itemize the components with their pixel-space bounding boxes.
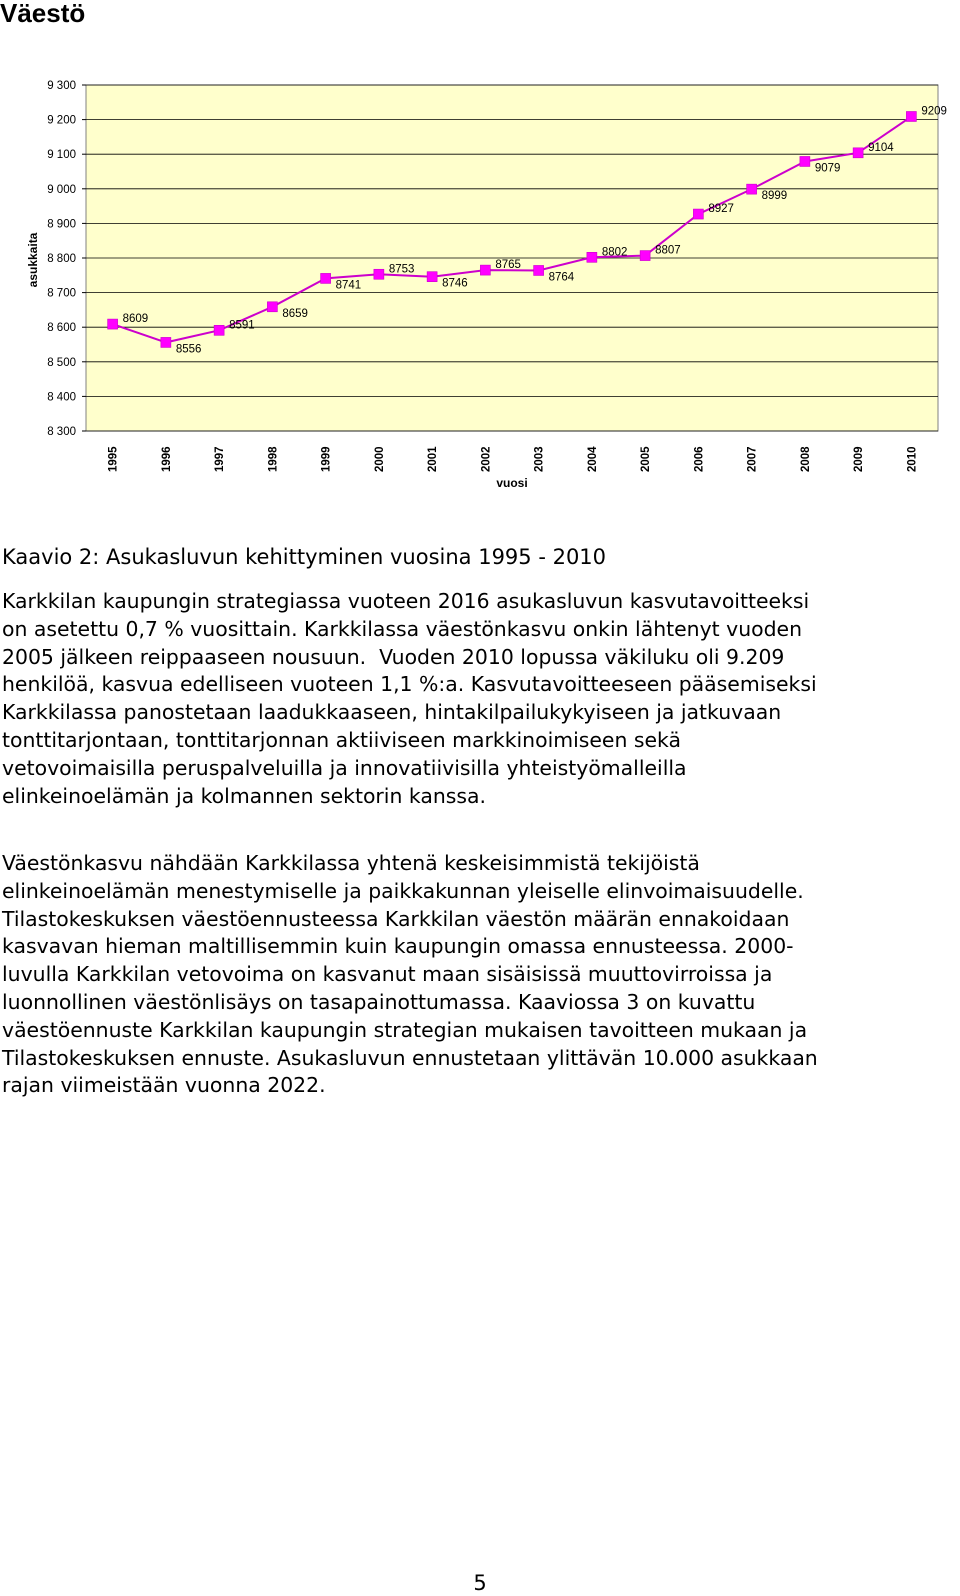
paragraph-line: elinkeinoelämän ja kolmannen sektorin kanssa.	[2, 783, 486, 808]
data-label: 8765	[495, 259, 521, 272]
y-tick-label: 9 200	[47, 114, 76, 127]
x-tick-label: 2005	[640, 446, 653, 472]
paragraph-line: Tilastokeskuksen ennuste. Asukasluvun ennustetaan ylittävän 10.000 asukkaan	[2, 1045, 818, 1070]
x-tick-label: 2002	[480, 446, 493, 472]
x-tick-label: 2003	[533, 446, 546, 472]
x-tick-label: 2001	[427, 446, 440, 472]
data-label: 8609	[122, 313, 149, 326]
x-tick-label: 1999	[320, 446, 333, 472]
section-heading: Väestö	[0, 0, 86, 28]
data-point-marker	[480, 265, 490, 275]
data-point-marker	[534, 265, 544, 275]
y-tick-label: 8 300	[47, 426, 76, 438]
paragraph-line: Karkkilan kaupungin strategiassa vuoteen 2016 asukasluvun kasvutavoitteeksi	[2, 589, 810, 613]
data-label: 8764	[548, 271, 575, 284]
paragraph-line: väestöennuste Karkkilan kaupungin strategian mukaisen tavoitteen mukaan ja	[2, 1017, 808, 1042]
data-label: 8741	[335, 279, 362, 292]
data-point-marker	[427, 272, 437, 282]
paragraph-line: Tilastokeskuksen väestöennusteessa Karkkilan väestön määrän ennakoidaan	[2, 906, 790, 931]
x-tick-label: 2000	[373, 446, 386, 472]
x-tick-label: 1998	[267, 446, 280, 472]
population-line-chart	[0, 70, 960, 510]
data-label: 8999	[761, 190, 788, 203]
x-tick-label: 2009	[853, 446, 866, 472]
y-tick-label: 8 600	[47, 322, 76, 335]
paragraph-line: tonttitarjontaan, tonttitarjonnan aktiiviseen markkinoimiseen sekä	[2, 727, 681, 752]
data-label: 8802	[601, 246, 628, 259]
body-paragraph-2	[2, 850, 942, 1100]
data-label: 8556	[175, 343, 202, 356]
paragraph-line: henkilöä, kasvua edelliseen vuoteen 1,1 %:a. Kasvutavoitteeseen pääsemiseksi	[2, 672, 817, 697]
x-tick-label: 1995	[107, 446, 120, 472]
paragraph-line: on asetettu 0,7 % vuosittain. Karkkilassa väestönkasvu onkin lähtenyt vuoden	[2, 616, 803, 641]
y-tick-label: 8 400	[47, 391, 76, 404]
y-tick-label: 9 300	[47, 80, 76, 92]
y-axis-label: asukkaita	[26, 232, 40, 288]
data-point-marker	[853, 148, 863, 158]
data-point-marker	[747, 184, 757, 194]
paragraph-line: kasvavan hieman maltillisemmin kuin kaupungin omassa ennusteessa. 2000-	[2, 934, 794, 959]
y-axis-ticks	[47, 80, 86, 438]
data-point-marker	[587, 252, 597, 262]
data-label: 8807	[655, 244, 681, 257]
x-tick-label: 2008	[799, 446, 812, 472]
x-tick-label: 1996	[160, 446, 173, 472]
data-point-marker	[906, 111, 916, 121]
chart-caption: Kaavio 2: Asukasluvun kehittyminen vuosina 1995 - 2010	[2, 545, 607, 569]
data-label: 8927	[708, 203, 734, 216]
y-tick-label: 8 900	[47, 218, 76, 231]
y-tick-label: 9 100	[47, 149, 76, 162]
data-point-marker	[374, 269, 384, 279]
x-tick-label: 1997	[214, 446, 227, 472]
data-point-marker	[693, 209, 703, 219]
x-axis-ticks	[108, 446, 919, 472]
data-label: 8753	[388, 263, 415, 276]
data-point-marker	[214, 325, 224, 335]
data-point-marker	[161, 337, 171, 347]
paragraph-line: elinkeinoelämän menestymiselle ja paikkakunnan yleiselle elinvoimaisuudelle.	[2, 878, 804, 903]
paragraph-line: Väestönkasvu nähdään Karkkilassa yhtenä keskeisimmistä tekijöistä	[2, 851, 700, 875]
y-tick-label: 9 000	[47, 183, 76, 196]
paragraph-line: 2005 jälkeen reippaaseen nousuun. Vuoden 2010 lopussa väkiluku oli 9.209	[2, 644, 785, 669]
data-label: 8659	[282, 307, 308, 320]
x-tick-label: 2010	[906, 446, 919, 472]
x-tick-label: 2004	[586, 446, 599, 472]
data-label: 9209	[921, 105, 947, 118]
chart-plot-area	[86, 85, 938, 431]
data-point-marker	[108, 319, 118, 329]
body-paragraph-1	[2, 588, 942, 810]
paragraph-line: vetovoimaisilla peruspalveluilla ja innovatiivisilla yhteistyömalleilla	[2, 755, 687, 780]
data-label: 8591	[229, 319, 255, 332]
y-tick-label: 8 800	[47, 253, 76, 265]
paragraph-line: rajan viimeistään vuonna 2022.	[2, 1073, 326, 1098]
data-point-marker	[267, 302, 277, 312]
y-tick-label: 8 500	[47, 356, 76, 369]
x-tick-label: 2006	[693, 446, 706, 472]
paragraph-line: luonnollinen väestönlisäys on tasapainottumassa. Kaaviossa 3 on kuvattu	[2, 989, 756, 1014]
data-label: 9079	[814, 162, 841, 175]
y-tick-label: 8 700	[47, 287, 76, 300]
data-point-marker	[640, 251, 650, 261]
x-axis-label: vuosi	[496, 476, 528, 490]
paragraph-line: Karkkilassa panostetaan laadukkaaseen, hintakilpailukykyiseen ja jatkuvaan	[2, 700, 782, 725]
data-label: 9104	[868, 141, 894, 154]
data-point-marker	[321, 273, 331, 283]
x-tick-label: 2007	[746, 446, 759, 472]
data-label: 8746	[442, 277, 468, 290]
paragraph-line: luvulla Karkkilan vetovoima on kasvanut maan sisäisissä muuttovirroissa ja	[2, 962, 773, 987]
data-point-marker	[800, 156, 810, 166]
page-number: 5	[473, 1571, 487, 1595]
